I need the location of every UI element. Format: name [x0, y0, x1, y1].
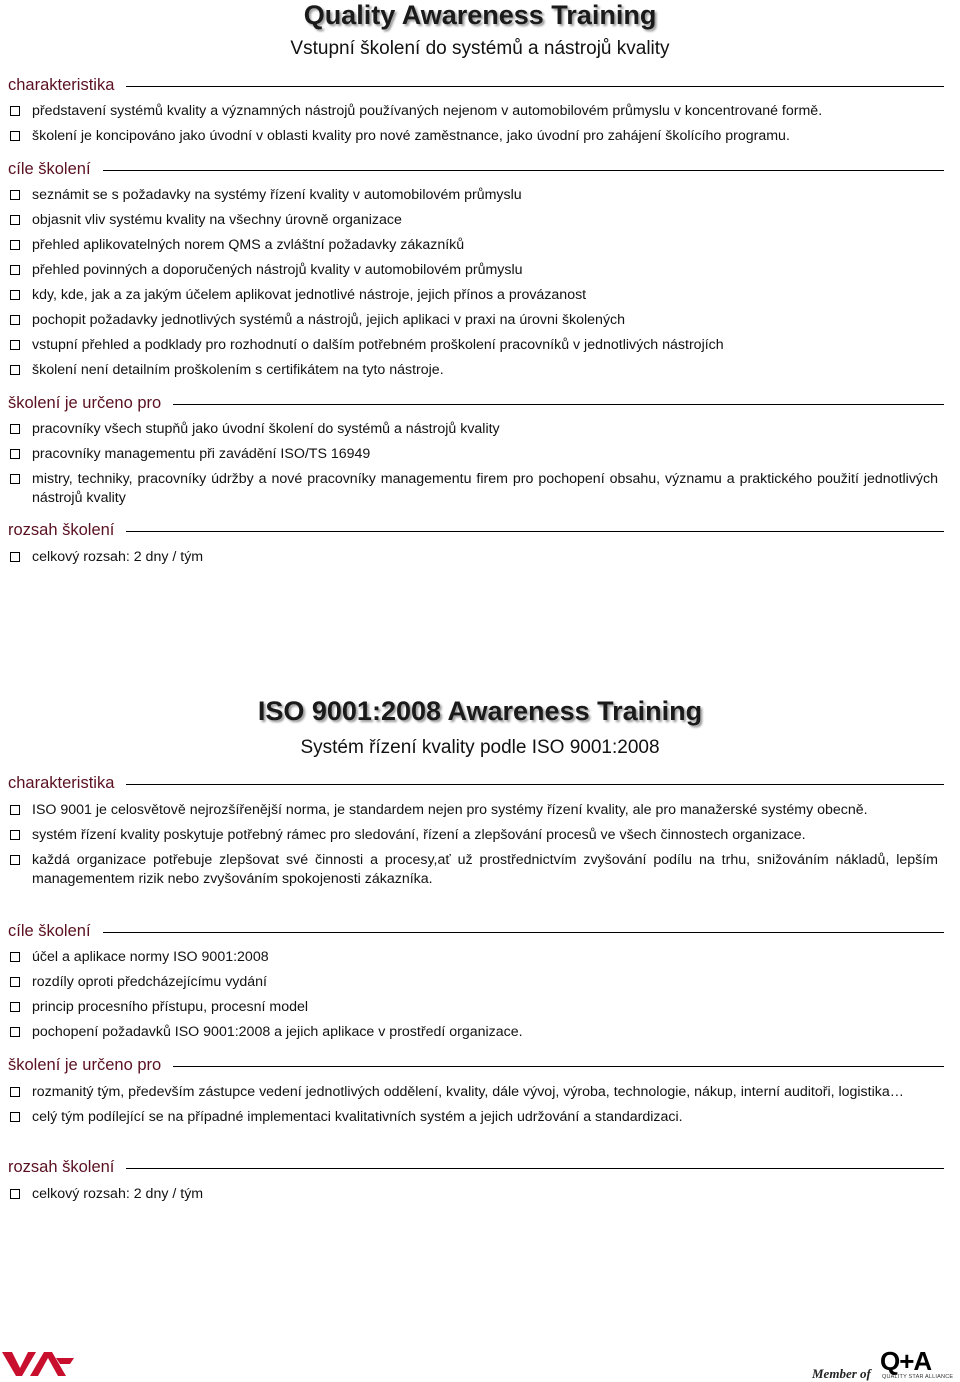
section-label: rozsah školení: [8, 1158, 115, 1176]
list-item: ISO 9001 je celosvětově nejrozšířenější norma, je standardem nejen pro systémy řízení kvality, ale pro manažerské systémy obecně.: [8, 801, 938, 820]
checkbox-bullet-icon: [10, 290, 20, 300]
section-divider: [126, 531, 944, 532]
course2-title: ISO 9001:2008 Awareness Training: [257, 696, 703, 726]
list-item: mistry, techniky, pracovníky údržby a nové pracovníky managementu firem pro pochopení obsahu, významu a praktického použití jednotlivých nástrojů kvality: [8, 470, 938, 508]
list-item: představení systémů kvality a významných nástrojů používaných nejenom v automobilovém průmyslu v koncentrované formě.: [8, 102, 938, 121]
list-item: celkový rozsah: 2 dny / tým: [8, 548, 938, 567]
list-item: pochopit požadavky jednotlivých systémů a nástrojů, jejich aplikaci v praxi na úrovni školených: [8, 311, 938, 330]
quality-star-alliance-logo: [810, 1346, 960, 1382]
section-label: cíle školení: [8, 922, 91, 940]
list-item: celý tým podílející se na případné implementaci kvalitativních systém a jejich udržování a standardizaci.: [8, 1108, 938, 1127]
checkbox-bullet-icon: [10, 805, 20, 815]
section-label: rozsah školení: [8, 521, 115, 539]
member-of-text: Member of: [812, 1366, 871, 1381]
list-item: každá organizace potřebuje zlepšovat své činnosti a procesy,ať už prostřednictvím zvyšování podílu na trhu, snižováním nákladů, lepším managementem rizik nebo zvyšováním spokojenosti zákazníka.: [8, 851, 938, 889]
section-divider: [173, 404, 944, 405]
list-item: školení je koncipováno jako úvodní v oblasti kvality pro nové zaměstnance, jako úvodní pro zahájení školícího programu.: [8, 127, 938, 146]
c1-goals-list: [8, 186, 938, 386]
list-item: pracovníky všech stupňů jako úvodní školení do systémů a nástrojů kvality: [8, 420, 938, 439]
list-item: pracovníky managementu při zavádění ISO/TS 16949: [8, 445, 938, 464]
checkbox-bullet-icon: [10, 952, 20, 962]
list-item: účel a aplikace normy ISO 9001:2008: [8, 948, 938, 967]
checkbox-bullet-icon: [10, 1002, 20, 1012]
list-item: rozmanitý tým, především zástupce vedení jednotlivých oddělení, kvality, dále vývoj, výroba, technologie, nákup, interní auditoři, logistika…: [8, 1083, 938, 1102]
qa-logo-text: Q+A: [880, 1346, 932, 1376]
course1-title: Quality Awareness Training: [303, 0, 657, 30]
qa-tagline: QUALITY STAR ALLIANCE: [882, 1374, 954, 1380]
checkbox-bullet-icon: [10, 106, 20, 116]
list-item: princip procesního přístupu, procesní model: [8, 998, 938, 1017]
c2-scope-list: [8, 1185, 938, 1210]
list-item: kdy, kde, jak a za jakým účelem aplikovat jednotlivé nástroje, jejich přínos a provázanost: [8, 286, 938, 305]
section-label: školení je určeno pro: [8, 394, 162, 412]
c1-scope-list: [8, 548, 938, 573]
c1-section-characteristics: [8, 76, 944, 95]
checkbox-bullet-icon: [10, 340, 20, 350]
company-logo: [0, 1348, 76, 1378]
c1-section-scope: [8, 521, 944, 540]
list-item: systém řízení kvality poskytuje potřebný rámec pro sledování, řízení a zlepšování procesů ve všech činnostech organizace.: [8, 826, 938, 845]
c2-section-goals: [8, 922, 944, 941]
section-divider: [103, 932, 944, 933]
list-item: seznámit se s požadavky na systémy řízení kvality v automobilovém průmyslu: [8, 186, 938, 205]
list-item: vstupní přehled a podklady pro rozhodnutí o dalším potřebném proškolení pracovníků v jednotlivých nástrojích: [8, 336, 938, 355]
c1-audience-list: [8, 420, 938, 514]
c2-characteristics-list: [8, 801, 938, 895]
c2-goals-list: [8, 948, 938, 1048]
checkbox-bullet-icon: [10, 449, 20, 459]
c1-characteristics-list: [8, 102, 938, 152]
c2-section-characteristics: [8, 774, 944, 793]
list-item: školení není detailním proškolením s certifikátem na tyto nástroje.: [8, 361, 938, 380]
section-divider: [103, 170, 944, 171]
c2-section-audience: [8, 1056, 944, 1075]
section-divider: [173, 1066, 944, 1067]
checkbox-bullet-icon: [10, 1027, 20, 1037]
list-item: objasnit vliv systému kvality na všechny úrovně organizace: [8, 211, 938, 230]
course2-subtitle: Systém řízení kvality podle ISO 9001:2008: [300, 737, 660, 758]
list-item: pochopení požadavků ISO 9001:2008 a jejich aplikace v prostředí organizace.: [8, 1023, 938, 1042]
c2-section-scope: [8, 1158, 944, 1177]
section-divider: [126, 86, 944, 87]
checkbox-bullet-icon: [10, 1189, 20, 1199]
checkbox-bullet-icon: [10, 977, 20, 987]
list-item: rozdíly oproti předcházejícímu vydání: [8, 973, 938, 992]
checkbox-bullet-icon: [10, 474, 20, 484]
checkbox-bullet-icon: [10, 190, 20, 200]
checkbox-bullet-icon: [10, 131, 20, 141]
section-label: charakteristika: [8, 774, 115, 792]
checkbox-bullet-icon: [10, 830, 20, 840]
checkbox-bullet-icon: [10, 215, 20, 225]
section-label: školení je určeno pro: [8, 1056, 162, 1074]
c1-section-audience: [8, 394, 944, 413]
checkbox-bullet-icon: [10, 1087, 20, 1097]
c1-section-goals: [8, 160, 944, 179]
section-divider: [126, 784, 944, 785]
section-label: charakteristika: [8, 76, 115, 94]
section-label: cíle školení: [8, 160, 91, 178]
checkbox-bullet-icon: [10, 315, 20, 325]
checkbox-bullet-icon: [10, 240, 20, 250]
list-item: celkový rozsah: 2 dny / tým: [8, 1185, 938, 1204]
checkbox-bullet-icon: [10, 365, 20, 375]
course1-subtitle: Vstupní školení do systémů a nástrojů kvality: [290, 38, 670, 59]
checkbox-bullet-icon: [10, 424, 20, 434]
list-item: přehled aplikovatelných norem QMS a zvláštní požadavky zákazníků: [8, 236, 938, 255]
list-item: přehled povinných a doporučených nástrojů kvality v automobilovém průmyslu: [8, 261, 938, 280]
section-divider: [126, 1168, 944, 1169]
checkbox-bullet-icon: [10, 1112, 20, 1122]
c2-audience-list: [8, 1083, 938, 1133]
checkbox-bullet-icon: [10, 265, 20, 275]
checkbox-bullet-icon: [10, 552, 20, 562]
checkbox-bullet-icon: [10, 855, 20, 865]
